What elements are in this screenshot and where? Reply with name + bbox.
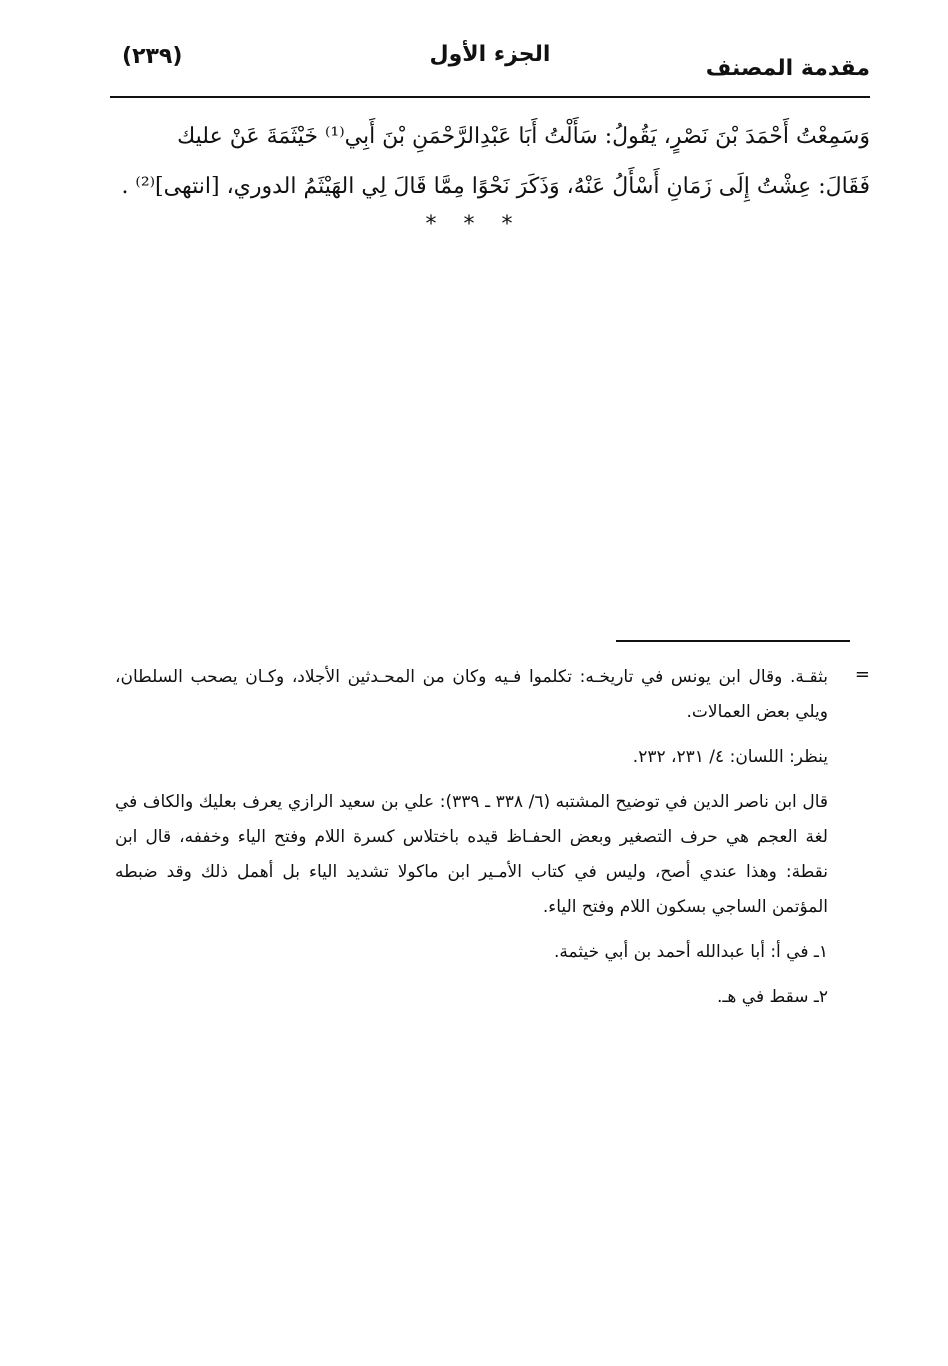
footnotes	[115, 660, 828, 1025]
footnote-paragraph: قال ابن ناصر الدين في توضيح المشتبه (٦/ ٣٣٨ ـ ٣٣٩): علي بن سعيد الرازي يعرف بعليك والكاف في لغة العجم هي حرف التصغير وبعض الحفـاظ قيده باختلاس كسرة اللام وفتح الياء وخففه، قال ابن نقطة: وهذا عندي أصح، وليس في كتاب الأمـير ابن ماكولا تشديد الياء بل أهمل ذلك وقد ضبطه المؤتمن الساجي بسكون اللام وفتح الياء.	[115, 792, 828, 917]
footnote-paragraph: بثقـة. وقال ابن يونس في تاريخـه: تكلموا فـيه وكان من المحـدثين الأجلاد، وكـان يصحب السلطان، ويلي بعض العمالات.	[115, 667, 828, 722]
running-head-section: مقدمة المصنف	[705, 56, 870, 81]
footnote-continuation-mark: =	[854, 664, 870, 685]
page-number: (٢٣٩)	[122, 44, 183, 69]
main-text-line: وَسَمِعْتُ أَحْمَدَ بْنَ نَصْرٍ، يَقُولُ: سَأَلْتُ أَبَا عَبْدِالرَّحْمَنِ بْنَ أَبِي⁽¹⁾ خَيْثَمَةَ عَنْ عليك	[177, 124, 870, 149]
footnote-2: ٢ـ سقط في هـ.	[717, 987, 828, 1007]
footnote-rule	[616, 640, 850, 642]
page-header	[110, 42, 870, 98]
section-separator: * * *	[425, 212, 523, 237]
footnote-1: ١ـ في أ: أبا عبدالله أحمد بن أبي خيثمة.	[554, 942, 828, 962]
footnote-paragraph: ينظر: اللسان: ٤/ ٢٣١، ٢٣٢.	[632, 747, 828, 767]
header-rule	[110, 96, 870, 98]
running-head-volume: الجزء الأول	[429, 42, 551, 67]
main-text	[120, 112, 870, 212]
main-text-line: فَقَالَ: عِشْتُ إِلَى زَمَانِ أَسْأَلُ عَنْهُ، وَذَكَرَ نَحْوًا مِمَّا قَالَ لِي الهَيْثَمُ الدوري، [انتهى]⁽²⁾ .	[121, 174, 870, 199]
